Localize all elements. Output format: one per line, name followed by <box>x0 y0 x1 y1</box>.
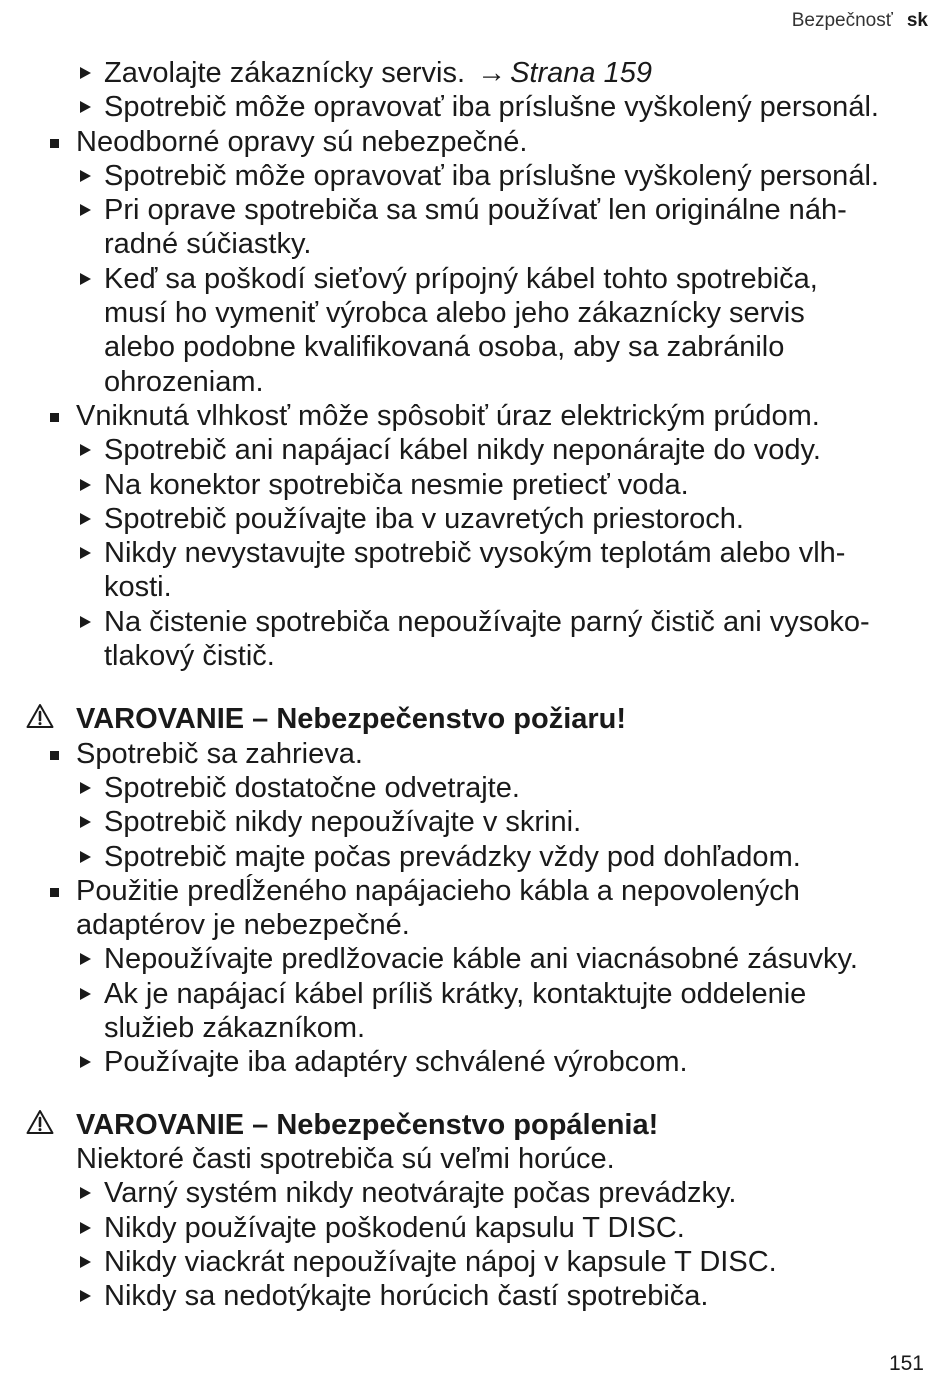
hazard-item: Vniknutá vlhkosť môže spôsobiť úraz elektrickým prúdom. <box>0 399 950 433</box>
square-bullet-icon <box>50 888 59 897</box>
instruction-item: Nepoužívajte predlžovacie káble ani viacnásobné zásuvky. <box>0 942 950 976</box>
instruction-item: Zavolajte zákaznícky servis. → Strana 159 <box>0 56 950 90</box>
triangle-bullet-icon <box>80 444 91 456</box>
instruction-item: Nikdy používajte poškodenú kapsulu T DISC. <box>0 1211 950 1245</box>
triangle-bullet-icon <box>80 101 91 113</box>
warning-triangle-icon <box>26 703 54 729</box>
instruction-item: Nikdy nevystavujte spotrebič vysokým teplotám alebo vlh- <box>0 536 950 570</box>
hazard-item: Spotrebič sa zahrieva. <box>0 737 950 771</box>
instruction-continuation: musí ho vymeniť výrobca alebo jeho zákaznícky servis <box>104 297 805 330</box>
instruction-continuation: ohrozeniam. <box>104 365 264 398</box>
language-code: sk <box>906 10 928 31</box>
warning-heading-fire: VAROVANIE – Nebezpečenstvo požiaru! <box>0 702 950 736</box>
triangle-bullet-icon <box>80 204 91 216</box>
triangle-bullet-icon <box>80 67 91 79</box>
triangle-bullet-icon <box>80 616 91 628</box>
instruction-item: Na čistenie spotrebiča nepoužívajte parný čistič ani vysoko- <box>0 605 950 639</box>
instruction-item: Používajte iba adaptéry schválené výrobcom. <box>0 1045 950 1079</box>
triangle-bullet-icon <box>80 851 91 863</box>
page-reference: Strana 159 <box>510 57 652 89</box>
warning-triangle-icon <box>26 1109 54 1135</box>
arrow-right-icon: → <box>477 57 507 89</box>
instruction-item: Nikdy sa nedotýkajte horúcich častí spotrebiča. <box>0 1279 950 1313</box>
instruction-item: Ak je napájací kábel príliš krátky, kontaktujte oddelenie <box>0 977 950 1011</box>
triangle-bullet-icon <box>80 1056 91 1068</box>
hazard-item: Neodborné opravy sú nebezpečné. <box>0 125 950 159</box>
section-title: Bezpečnosť <box>791 10 893 31</box>
warning-intro: Niektoré časti spotrebiča sú veľmi horúce. <box>76 1142 615 1175</box>
triangle-bullet-icon <box>80 1256 91 1268</box>
triangle-bullet-icon <box>80 816 91 828</box>
triangle-bullet-icon <box>80 170 91 182</box>
triangle-bullet-icon <box>80 273 91 285</box>
instruction-item: Spotrebič používajte iba v uzavretých priestoroch. <box>0 502 950 536</box>
safety-content <box>0 56 950 1313</box>
instruction-item: Keď sa poškodí sieťový prípojný kábel tohto spotrebiča, <box>0 262 950 296</box>
warning-heading-burn: VAROVANIE – Nebezpečenstvo popálenia! <box>0 1108 950 1142</box>
instruction-item: Pri oprave spotrebiča sa smú používať len originálne náh- <box>0 193 950 227</box>
instruction-continuation: tlakový čistič. <box>104 640 275 673</box>
square-bullet-icon <box>50 139 59 148</box>
triangle-bullet-icon <box>80 782 91 794</box>
triangle-bullet-icon <box>80 1290 91 1302</box>
triangle-bullet-icon <box>80 1222 91 1234</box>
instruction-continuation: kosti. <box>104 571 172 604</box>
square-bullet-icon <box>50 751 59 760</box>
instruction-item: Na konektor spotrebiča nesmie pretiecť voda. <box>0 468 950 502</box>
running-header <box>792 10 928 32</box>
page-number: 151 <box>888 1352 924 1375</box>
triangle-bullet-icon <box>80 513 91 525</box>
instruction-item: Spotrebič dostatočne odvetrajte. <box>0 771 950 805</box>
instruction-item: Varný systém nikdy neotvárajte počas prevádzky. <box>0 1176 950 1210</box>
triangle-bullet-icon <box>80 988 91 1000</box>
square-bullet-icon <box>50 413 59 422</box>
instruction-item: Spotrebič majte počas prevádzky vždy pod dohľadom. <box>0 840 950 874</box>
instruction-item: Spotrebič ani napájací kábel nikdy neponárajte do vody. <box>0 433 950 467</box>
instruction-item: Nikdy viackrát nepoužívajte nápoj v kapsule T DISC. <box>0 1245 950 1279</box>
instruction-item: Spotrebič môže opravovať iba príslušne vyškolený personál. <box>0 90 950 124</box>
triangle-bullet-icon <box>80 953 91 965</box>
instruction-continuation: radné súčiastky. <box>104 228 312 261</box>
instruction-continuation: alebo podobne kvalifikovaná osoba, aby sa zabránilo <box>104 331 785 364</box>
hazard-continuation: adaptérov je nebezpečné. <box>76 909 410 942</box>
triangle-bullet-icon <box>80 1187 91 1199</box>
instruction-continuation: služieb zákazníkom. <box>104 1012 366 1045</box>
instruction-item: Spotrebič nikdy nepoužívajte v skrini. <box>0 805 950 839</box>
hazard-item: Použitie predĺženého napájacieho kábla a nepovolených <box>0 874 950 908</box>
instruction-item: Spotrebič môže opravovať iba príslušne vyškolený personál. <box>0 159 950 193</box>
triangle-bullet-icon <box>80 479 91 491</box>
triangle-bullet-icon <box>80 547 91 559</box>
